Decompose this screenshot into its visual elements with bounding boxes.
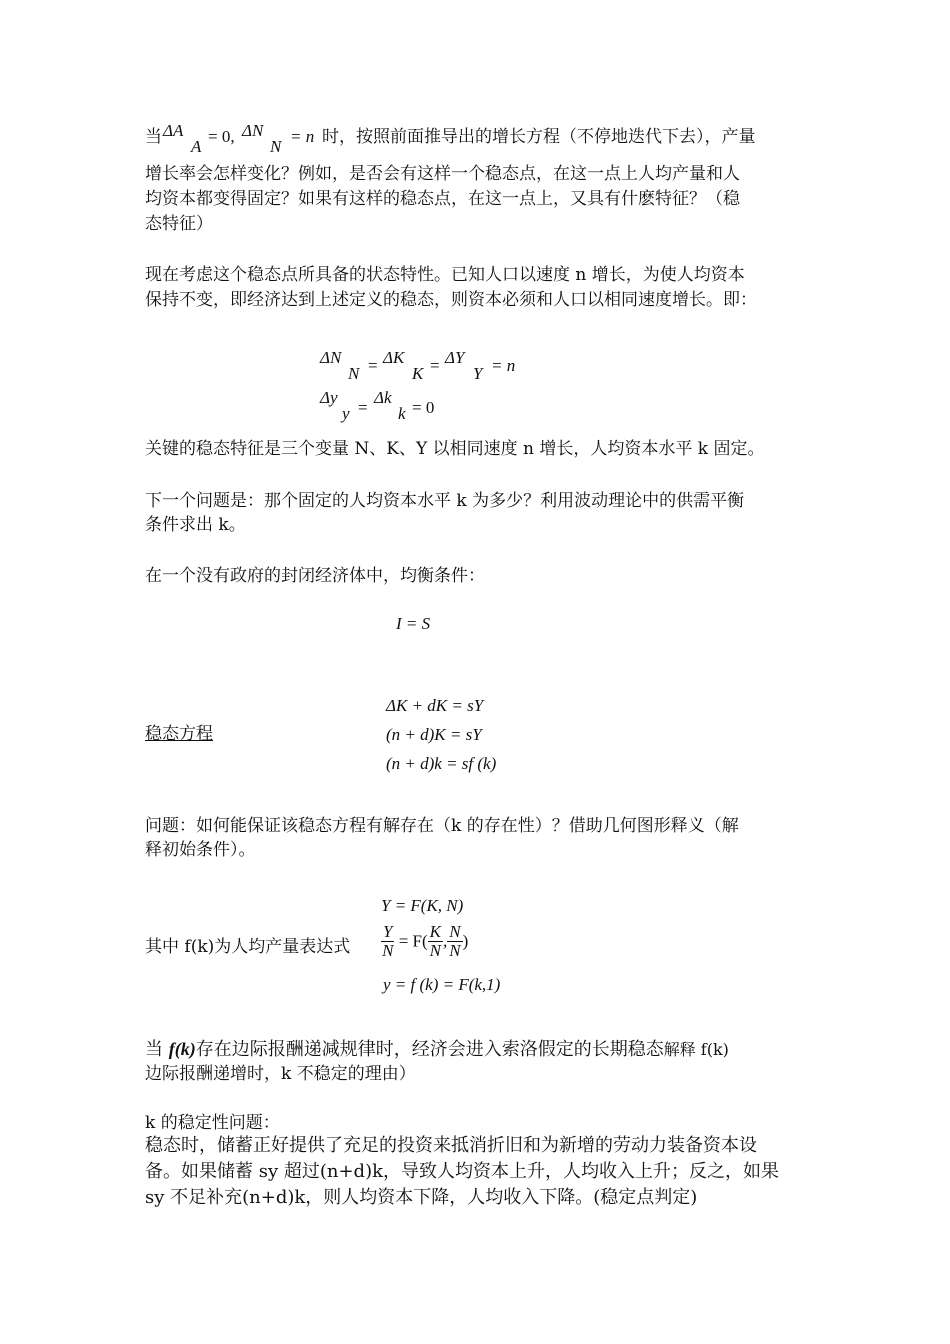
p2-line2: 保持不变，即经济达到上述定义的稳态，则资本必须和人口以相同速度增长。即： [145, 290, 757, 310]
eq-eq2: = [430, 356, 440, 375]
eq-N: N [348, 364, 360, 383]
eq-investment-saving: I = S [396, 614, 431, 633]
frac-k-n [428, 923, 443, 960]
eq-dY: ΔY [445, 348, 465, 367]
p2-line1: 现在考虑这个稳态点所具备的状态特性。已知人口以速度 n 增长，为使人均资本 [145, 265, 745, 285]
eq-dN: ΔN [320, 348, 342, 367]
p8-line2: 稳态时，储蓄正好提供了充足的投资来抵消折旧和为新增的劳动力装备资本设 [145, 1135, 757, 1156]
math-delta-a: ΔA [163, 121, 184, 140]
frac-den-N3: N [449, 941, 461, 960]
eq-K: K [412, 364, 424, 383]
frac-num-Y: Y [383, 922, 393, 941]
p4-line2: 条件求出 k。 [145, 515, 246, 535]
fk-eq-3: y = f (k) = F(k,1) [383, 975, 501, 994]
p8-line4: sy 不足补充(n+d)k，则人均资本下降，人均收入下降。(稳定点判定) [145, 1187, 698, 1208]
eq-dK: ΔK [383, 348, 405, 367]
p1-line3: 均资本都变得固定？如果有这样的稳态点，在这一点上，又具有什麽特征？（稳 [145, 189, 740, 209]
eq-eq0: = 0 [412, 398, 435, 417]
p8-line1: k 的稳定性问题： [145, 1113, 280, 1133]
eq-dk: Δk [374, 388, 392, 407]
eq-eq1: = [368, 356, 378, 375]
fk-close: ) [462, 931, 469, 951]
p1-line4: 态特征） [145, 214, 213, 234]
eq-dy: Δy [320, 388, 338, 407]
math-n-den: N [270, 137, 282, 156]
steady-eq-3: (n + d)k = sf (k) [386, 754, 497, 773]
p7-lead: 当 [145, 1039, 163, 1060]
frac-den-N: N [382, 941, 394, 960]
p6-line2: 释初始条件）。 [145, 840, 256, 860]
paragraph-3: 关键的稳态特征是三个变量 N、K、Y 以相同速度 n 增长，人均资本水平 k 固定。 [145, 439, 765, 459]
frac-den-N2: N [429, 941, 442, 960]
p1-line2: 增长率会怎样变化？例如，是否会有这样一个稳态点，在这一点上人均产量和人 [145, 164, 740, 184]
steady-state-label: 稳态方程 [145, 724, 213, 744]
eq-y: y [342, 404, 350, 423]
math-delta-n: ΔN [242, 121, 264, 140]
p1-line1: 时，按照前面推导出的增长方程（不停地迭代下去），产量 [322, 127, 756, 147]
eq-Y: Y [473, 364, 483, 383]
fk-eqF: = F( [398, 931, 428, 951]
math-eq-n: = n [290, 127, 315, 146]
math-eq-zero: = 0, [208, 127, 235, 146]
eq-k: k [398, 404, 406, 423]
math-a-den: A [191, 137, 202, 156]
frac-num-K: K [429, 922, 442, 941]
paragraph-5: 在一个没有政府的封闭经济体中，均衡条件： [145, 566, 485, 586]
p1-lead: 当 [145, 127, 162, 147]
p7-fk: f(k) [168, 1039, 196, 1059]
p7-line1 [145, 1037, 729, 1062]
frac-n-n [447, 923, 462, 960]
frac-y-n [381, 923, 394, 960]
p7-mid: 存在边际报酬递减规律时，经济会进入索洛假定的长期稳态 [195, 1039, 664, 1060]
frac-num-N: N [449, 922, 461, 941]
fk-eq-1: Y = F(K, N) [381, 896, 464, 915]
fk-eq-2 [381, 923, 468, 960]
p8-line3: 备。如果储蓄 sy 超过(n+d)k，导致人均资本上升，人均收入上升；反之，如果 [145, 1161, 779, 1182]
fk-label: 其中 f(k)为人均产量表达式 [145, 937, 351, 957]
steady-eq-1: ΔK + dK = sY [386, 696, 484, 715]
p4-line1: 下一个问题是：那个固定的人均资本水平 k 为多少？利用波动理论中的供需平衡 [145, 491, 745, 511]
eq-eq4: = [358, 398, 368, 417]
p6-line1: 问题：如何能保证该稳态方程有解存在（k 的存在性）？借助几何图形释义（解 [145, 816, 739, 836]
fk-comma: , [443, 931, 448, 951]
steady-eq-2: (n + d)K = sY [386, 725, 482, 744]
p7-line2: 边际报酬递增时，k 不稳定的理由） [145, 1064, 416, 1084]
eq-eqn: = n [491, 356, 516, 375]
p7-tail: 解释 f(k) [663, 1040, 729, 1059]
